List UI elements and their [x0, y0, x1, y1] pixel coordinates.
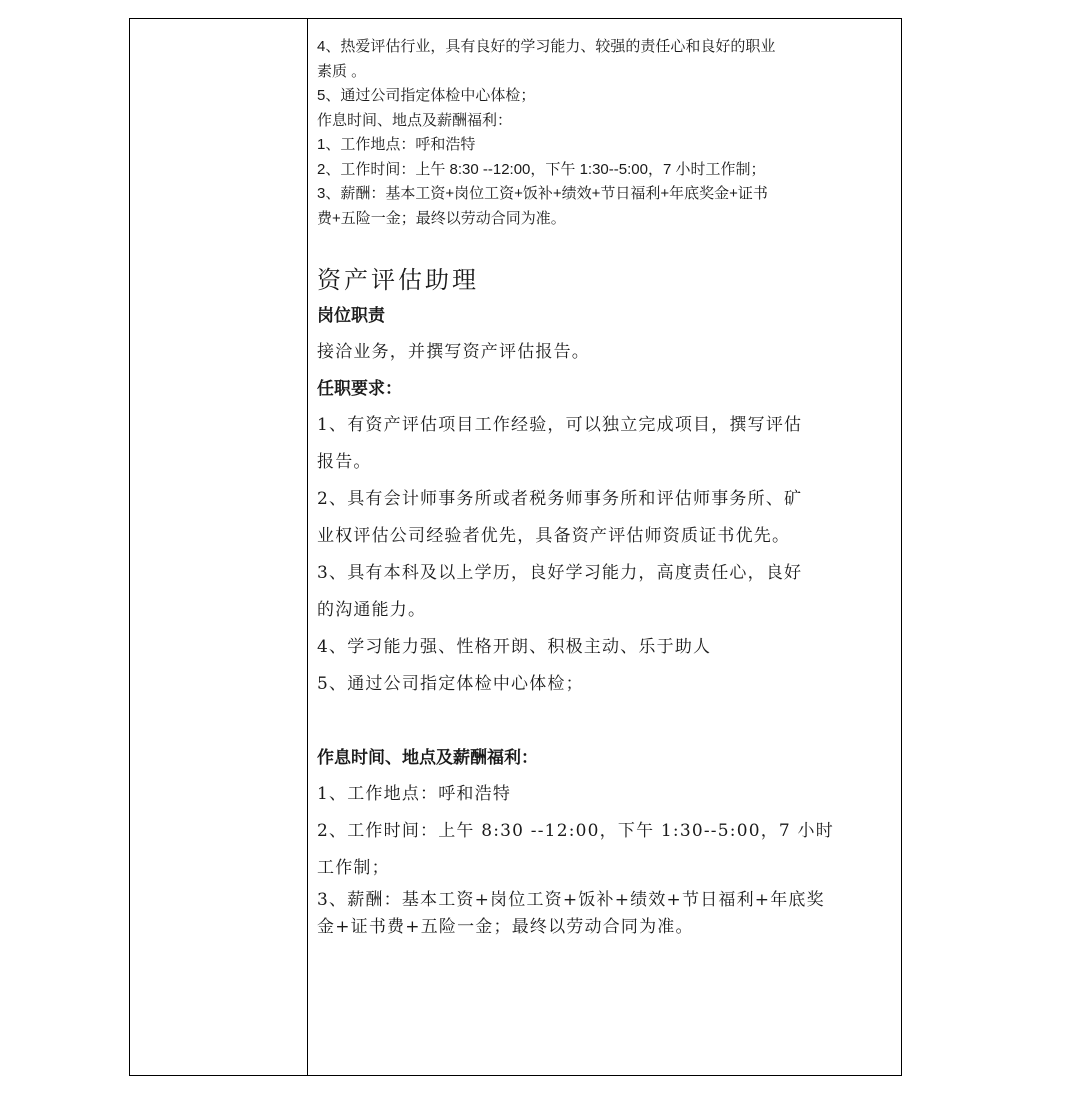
text-line: 3、薪酬：基本工资+岗位工资+饭补+绩效+节日福利+年底奖金+证书	[317, 185, 768, 202]
spacer	[317, 703, 897, 740]
table-content-cell	[317, 35, 897, 941]
duties-text: 接洽业务，并撰写资产评估报告。	[317, 342, 590, 362]
salary-line: 金+证书费+五险一金；最终以劳动合同为准。	[317, 917, 694, 937]
text-line: 费+五险一金；最终以劳动合同为准。	[317, 209, 566, 227]
benefit-line: 2、工作时间：上午 8:30 --12:00，下午 1:30--5:00，7 小时	[317, 821, 834, 841]
previous-job-tail	[317, 35, 897, 231]
text-line: 1、工作地点：呼和浩特	[317, 136, 476, 153]
job-table	[129, 18, 902, 1076]
requirement-line: 2、具有会计师事务所或者税务师事务所和评估师事务所、矿	[317, 489, 803, 509]
benefits-heading: 作息时间、地点及薪酬福利：	[317, 748, 538, 768]
text-line: 素质 。	[317, 62, 367, 80]
requirement-line: 的沟通能力。	[317, 600, 427, 620]
text-line: 2、工作时间：上午 8:30 --12:00，下午 1:30--5:00，7 小时工作制；	[317, 160, 766, 178]
text-line: 5、通过公司指定体检中心体检；	[317, 87, 536, 104]
requirement-line: 报告。	[317, 452, 372, 472]
benefit-line: 工作制；	[317, 858, 390, 878]
requirements-list	[317, 407, 897, 703]
requirement-line: 4、学习能力强、性格开朗、积极主动、乐于助人	[317, 637, 712, 657]
salary-text	[317, 887, 897, 941]
salary-line: 3、薪酬：基本工资+岗位工资+饭补+绩效+节日福利+年底奖	[317, 890, 825, 910]
benefits-list	[317, 776, 897, 887]
duties-heading: 岗位职责	[317, 306, 385, 326]
job-title: 资产评估助理	[317, 266, 479, 294]
benefit-line: 1、工作地点：呼和浩特	[317, 784, 512, 804]
requirement-line: 5、通过公司指定体检中心体检；	[317, 674, 584, 694]
text-line: 4、热爱评估行业，具有良好的学习能力、较强的责任心和良好的职业	[317, 38, 776, 55]
requirement-line: 业权评估公司经验者优先，具备资产评估师资质证书优先。	[317, 526, 791, 546]
requirement-line: 1、有资产评估项目工作经验，可以独立完成项目，撰写评估	[317, 415, 803, 435]
requirements-heading: 任职要求：	[317, 379, 402, 399]
table-left-column	[130, 19, 308, 1075]
requirement-line: 3、具有本科及以上学历，良好学习能力，高度责任心，良好	[317, 563, 803, 583]
text-line: 作息时间、地点及薪酬福利：	[317, 111, 513, 129]
